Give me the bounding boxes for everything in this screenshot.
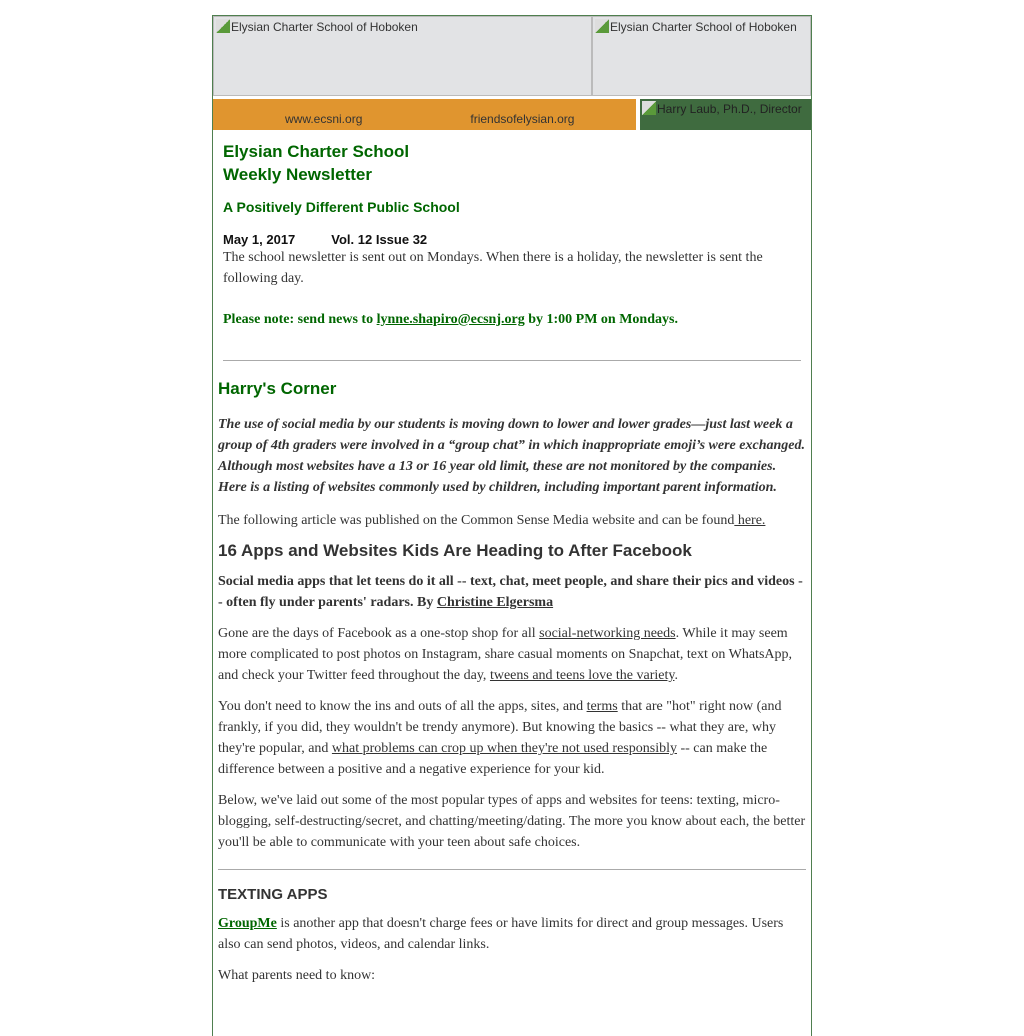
intro-text: The school newsletter is sent out on Mondays. When there is a holiday, the newsletter is sent the following day.: [223, 250, 763, 286]
groupme-paragraph: [218, 913, 806, 955]
divider: [223, 360, 801, 361]
page-title: [223, 140, 801, 186]
article-title: 16 Apps and Websites Kids Are Heading to After Facebook: [218, 541, 692, 560]
text: is another app that doesn't charge fees or have limits for direct and group messages. Users also can send photos, videos, and calendar links.: [218, 916, 784, 952]
newsletter: [212, 15, 812, 1036]
logo-alt: Elysian Charter School of Hoboken: [231, 20, 418, 34]
texting-apps-heading: TEXTING APPS: [218, 886, 328, 903]
title-line1: Elysian Charter School: [223, 142, 410, 161]
title-line2: Weekly Newsletter: [223, 165, 372, 184]
submission-note: [223, 309, 801, 330]
note-text: Please note: send news to: [223, 312, 377, 327]
issue-volume: Vol. 12 Issue 32: [331, 232, 428, 247]
article-lead: [218, 571, 806, 613]
harrys-corner-heading: Harry's Corner: [218, 379, 337, 398]
article-paragraph: [218, 623, 806, 686]
article-paragraph: Below, we've laid out some of the most popular types of apps and websites for teens: texting, micro-blogging, self-destructing/secret, and chatting/meeting/dating. The more you know about each, the better you'll be able to communicate with your teen about safe choices.: [218, 793, 806, 850]
divider: [218, 869, 806, 870]
school-banner-image: [592, 16, 811, 96]
issue-date: May 1, 2017: [223, 232, 296, 247]
note-text-end: by 1:00 PM on Mondays.: [524, 312, 678, 327]
article-link[interactable]: here.: [734, 513, 766, 528]
author-link[interactable]: Christine Elgersma: [436, 595, 554, 610]
social-networking-link[interactable]: social-networking needs: [539, 626, 676, 641]
broken-image-icon: [595, 19, 609, 33]
variety-link[interactable]: tweens and teens love the variety: [489, 668, 675, 683]
publication-text: The following article was published on the Common Sense Media website and can be found: [218, 513, 735, 528]
lead-text: Social media apps that let teens do it all -- text, chat, meet people, and share their pics and videos -- often fly under parents' radars. By: [218, 574, 803, 610]
ecsnj-link[interactable]: www.ecsni.org: [285, 112, 363, 126]
parents-label: What parents need to know:: [218, 968, 376, 983]
text: that are "hot" right now (and frankly, if you did, they wouldn't be trendy anymore). But knowing the basics -- what they are, why they're popular, and: [218, 699, 782, 756]
groupme-link[interactable]: GroupMe: [218, 916, 277, 931]
friends-link[interactable]: friendsofelysian.org: [470, 112, 575, 126]
text: You don't need to know the ins and outs of all the apps, sites, and: [218, 699, 587, 714]
text: . While it may seem more complicated to post photos on Instagram, share casual moments on Snapchat, text on WhatsApp, and check your Twitter feed throughout the day,: [218, 626, 793, 683]
banner-alt: Elysian Charter School of Hoboken: [610, 20, 797, 34]
tagline: A Positively Different Public School: [223, 199, 460, 215]
links-bar: [213, 99, 636, 130]
broken-image-icon: [216, 19, 230, 33]
text: .: [674, 668, 678, 683]
article-paragraph: [218, 696, 806, 780]
director-image: [640, 99, 811, 130]
broken-image-icon: [642, 101, 656, 115]
director-alt: Harry Laub, Ph.D., Director: [657, 102, 802, 116]
school-logo-image: [213, 16, 592, 96]
email-link[interactable]: lynne.shapiro@ecsnj.org: [376, 312, 525, 327]
corner-intro: The use of social media by our students is moving down to lower and lower grades—just last week a group of 4th graders were involved in a “group chat” in which inappropriate emoji’s were exchanged. Although most websites have a 13 or 16 year old limit, these are not monitored by the companies. Here is a listing of websites commonly used by children, including important parent information.: [218, 417, 805, 495]
text: -- can make the difference between a positive and a negative experience for your kid.: [218, 741, 768, 777]
text: Gone are the days of Facebook as a one-stop shop for all: [218, 626, 540, 641]
terms-link[interactable]: terms: [586, 699, 618, 714]
problems-link[interactable]: what problems can crop up when they're not used responsibly: [331, 741, 677, 756]
banner: [213, 16, 811, 96]
